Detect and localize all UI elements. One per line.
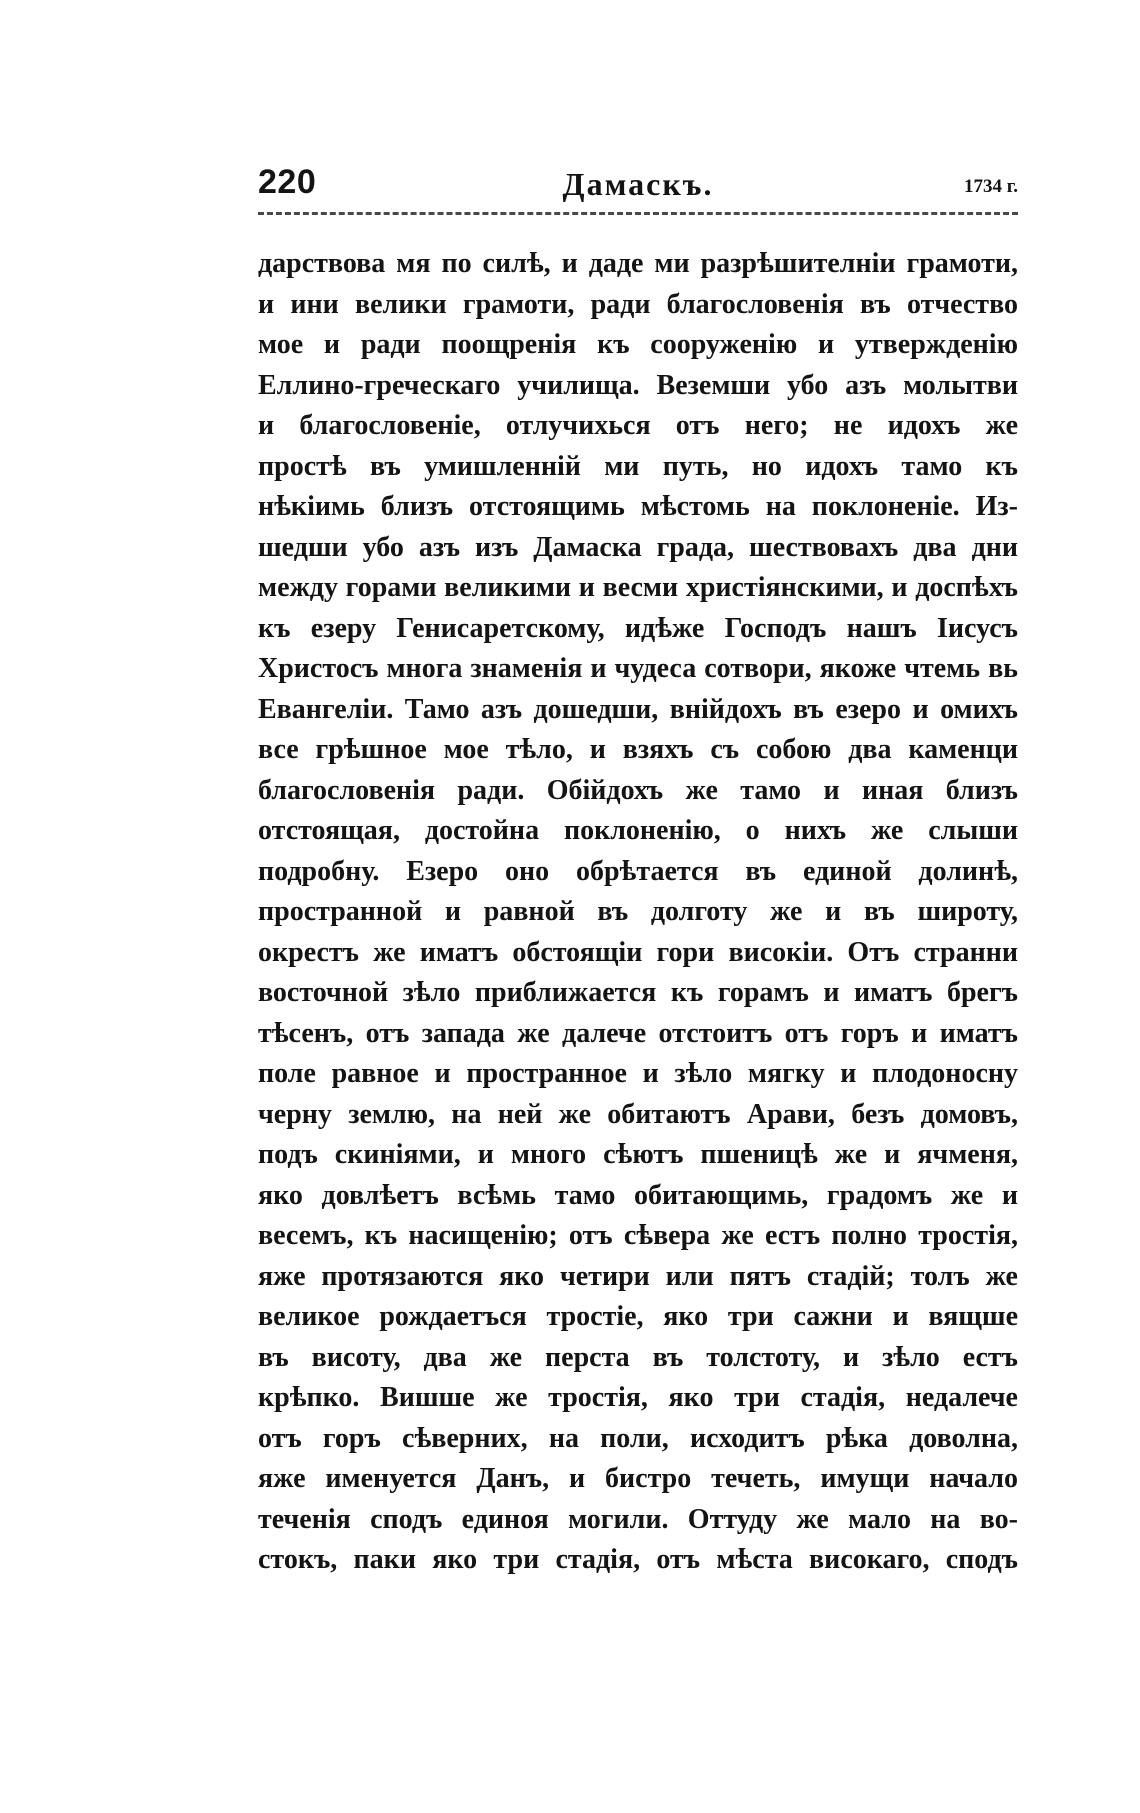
text-line: пространной и равной въ долготу же и въ широту, [258,896,1018,927]
running-head-title: Дамаскъ. [562,166,714,202]
text-line: стокъ, паки яко три стадія, отъ мѣста високаго, сподъ [258,1544,1018,1575]
text-line: поле равное и пространное и зѣло мягку и плодоносну [258,1058,1018,1089]
text-line: теченія сподъ единоя могили. Оттуду же мало на во- [258,1503,1018,1535]
page-number: 220 [258,163,317,201]
text-line: крѣпко. Вишше же тростія, яко три стадія, недалече [258,1382,1018,1413]
text-line: отстоящая, достойна поклоненію, о нихъ же слыши [258,815,1018,846]
text-line: весемъ, къ насищенію; отъ сѣвера же естъ полно тростія, [258,1220,1018,1251]
text-line: великое рождаетъся тростіе, яко три сажни и вящше [258,1301,1018,1332]
text-line: подъ скиніями, и много сѣютъ пшеницѣ же и ячменя, [258,1139,1018,1170]
text-line: яже протязаются яко четири или пятъ стадій; толъ же [258,1260,1018,1292]
body-text [258,244,1018,1581]
text-line: и благословеніе, отлучихься отъ него; не идохъ же [258,410,1018,441]
text-line: тѣсенъ, отъ запада же далече отстоитъ отъ горъ и иматъ [258,1017,1018,1049]
text-line: Евангеліи. Тамо азъ дошедши, внійдохъ въ езеро и омихъ [258,693,1018,725]
text-line: восточной зѣло приближается къ горамъ и иматъ брегъ [258,977,1018,1008]
text-line: шедши убо азъ изъ Дамаска града, шествовахъ два дни [258,531,1018,563]
text-line: мое и ради поощренія къ сооруженію и утвержденію [258,329,1018,360]
header-rule [258,212,1018,215]
text-line: простѣ въ умишленній ми путь, но идохъ тамо къ [258,450,1018,482]
text-line: Еллино-греческаго училища. Веземши убо азъ молытви [258,369,1018,401]
text-line: Христосъ многа знаменія и чудеса сотвори, якоже чтемь вь [258,653,1018,684]
text-line: въ висоту, два же перста въ толстоту, и зѣло естъ [258,1341,1018,1373]
text-line: нѣкіимь близъ отстоящимь мѣстомь на поклоненіе. Из- [258,491,1018,522]
text-line: черну землю, на ней же обитаютъ Арави, безъ домовъ, [258,1098,1018,1130]
text-line: и ини велики грамоти, ради благословенія въ отчество [258,288,1018,320]
running-head-year: 1734 г. [964,176,1018,197]
running-head [258,162,1018,212]
text-line: между горами великими и весми христіянскими, и доспѣхъ [258,572,1018,603]
text-line: благословенія ради. Обійдохъ же тамо и иная близъ [258,774,1018,806]
text-line: дарствова мя по силѣ, и даде ми разрѣшителніи грамоти, [258,248,1018,279]
text-line: яко довлѣетъ всѣмь тамо обитающимь, градомъ же и [258,1179,1018,1211]
text-line: подробну. Езеро оно обрѣтается въ единой долинѣ, [258,855,1018,887]
text-line: окрестъ же иматъ обстоящіи гори високіи. Отъ странни [258,936,1018,968]
text-line: яже именуется Данъ, и бистро течеть, имущи начало [258,1463,1018,1494]
text-line: къ езеру Генисаретскому, идѣже Господъ нашъ Іисусъ [258,612,1018,644]
text-line: отъ горъ сѣверних, на поли, исходитъ рѣка доволна, [258,1422,1018,1454]
text-line: все грѣшное мое тѣло, и взяхъ съ собою два каменци [258,734,1018,765]
